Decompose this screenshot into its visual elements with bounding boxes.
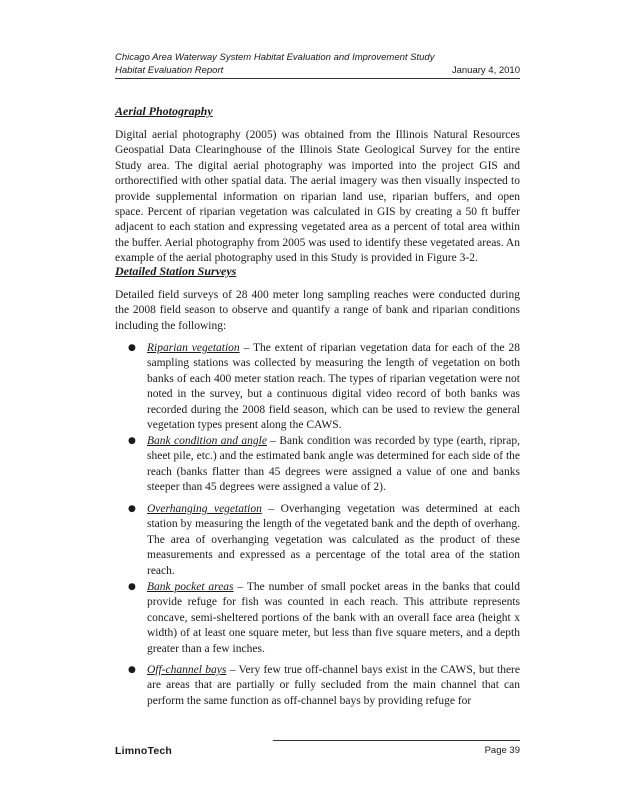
bullet-text: – The extent of riparian vegetation data for each of the 28 sampling stations was collected by measuring the length of vegetation on both banks of each 400 meter station reach. The types of riparian vegetation were not noted in the survey, but a continuous digital video record of both banks was recorded during the 2008 field season, which can be used to review the general vegetation types present along the CAWS.: [147, 342, 520, 432]
bullet-body: [147, 434, 520, 496]
bullet-icon: ●: [128, 436, 136, 446]
bullet-term: Overhanging vegetation: [147, 503, 262, 515]
paragraph-text: Detailed field surveys of 28 400 meter long sampling reaches were conducted during the 2008 field season to observe and quantify a range of bank and riparian conditions including the following:: [115, 289, 520, 332]
paragraph-text: Digital aerial photography (2005) was obtained from the Illinois Natural Resources Geospatial Data Clearinghouse of the Illinois State Geological Survey for the entire Study area. The digital aerial photography was imported into the project GIS and orthorectified with other spatial data. The aerial imagery was then visually inspected to provide supplemental information on riparian land use, riparian buffers, and open space. Percent of riparian vegetation was calculated in GIS by creating a 50 ft buffer adjacent to each station and expressing vegetated area as a percent of total area within the buffer. Aerial photography from 2005 was used to identify these vegetated areas. An example of the aerial photography used in this Study is provided in Figure 3-2.: [115, 129, 520, 265]
header-subline: [115, 65, 520, 76]
bullet-text: – The number of small pocket areas in the banks that could provide refuge for fish was counted in each reach. This attribute represents concave, semi-sheltered portions of the bank with an overall face area (height x width) of at least one square meter, but less than five square meters, and a depth greater than a few inches.: [147, 581, 521, 655]
bullet-text: – Very few true off-channel bays exist in the CAWS, but there are areas that are partially or fully secluded from the main channel that can perform the same function as off-channel bays by providing refuge for: [147, 664, 520, 707]
bullet-term: Bank pocket areas: [147, 581, 234, 593]
header-date: January 4, 2010: [451, 65, 520, 76]
bullet-body: [147, 580, 520, 657]
section-heading-aerial-photography: Aerial Photography: [115, 104, 213, 118]
header-title: Chicago Area Waterway System Habitat Evaluation and Improvement Study: [115, 52, 435, 63]
bullet-term: Bank condition and angle: [147, 435, 267, 447]
header-subtitle: Habitat Evaluation Report: [115, 65, 224, 76]
bullet-term: Off-channel bays: [147, 664, 227, 676]
header-rule: [115, 78, 520, 79]
footer-logo: LimnoTech: [115, 745, 173, 757]
section-heading-detailed-station-surveys: Detailed Station Surveys: [115, 264, 237, 278]
bullet-icon: ●: [128, 582, 136, 592]
bullet-term: Riparian vegetation: [147, 342, 240, 354]
footer-page-number: Page 39: [484, 745, 520, 756]
section-paragraph-aerial-photography: [115, 128, 520, 267]
bullet-text: – Overhanging vegetation was determined at each station by measuring the length of the vegetated bank and the depth of overhang. The area of overhanging vegetation was calculated as the product of these measurements and expressed as a percentage of the total area of the station reach.: [147, 503, 520, 577]
bullet-body: [147, 502, 520, 579]
bullet-body: [147, 663, 520, 709]
footer-rule: [273, 740, 520, 741]
bullet-icon: ●: [128, 504, 136, 514]
bullet-icon: ●: [128, 343, 136, 353]
bullet-body: [147, 341, 520, 433]
bullet-text: – Bank condition was recorded by type (earth, riprap, sheet pile, etc.) and the estimated bank angle was determined for each side of the reach (banks flatter than 45 degrees were assigned a value of one and banks steeper than 45 degrees were assigned a value of 2).: [147, 435, 520, 494]
section-paragraph-detailed-station-surveys: [115, 288, 520, 334]
bullet-icon: ●: [128, 665, 136, 675]
